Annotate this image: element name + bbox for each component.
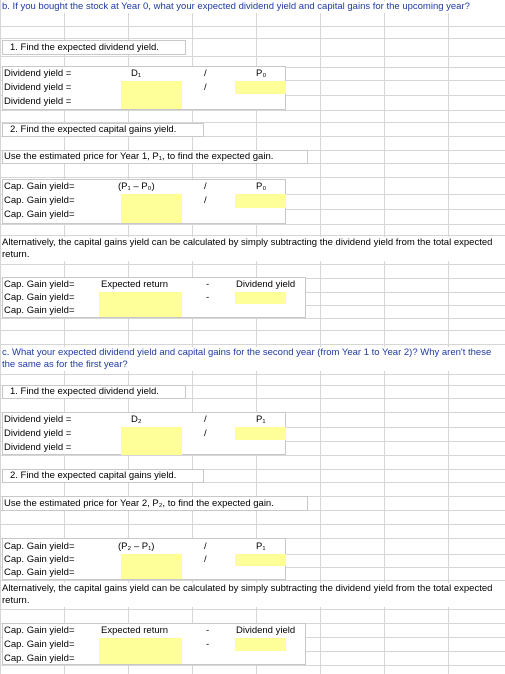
numerator-label: (P₁ – P₀) — [118, 181, 155, 192]
divide-operator: / — [204, 82, 207, 93]
section-b-step2-title: 2. Find the expected capital gains yield. — [10, 124, 177, 135]
cap-gain-label: Cap. Gain yield= — [4, 195, 75, 206]
gridline — [0, 264, 505, 265]
denominator-label: P₁ — [256, 541, 266, 552]
minus-operator: - — [206, 279, 210, 290]
gridline — [0, 455, 505, 456]
divide-operator: / — [204, 68, 207, 79]
section-c-step2-title: 2. Find the expected capital gains yield. — [10, 470, 177, 481]
cap-gain-label: Cap. Gain yield= — [4, 567, 75, 578]
gridline — [0, 56, 505, 57]
gridline — [0, 665, 505, 666]
minus-operator: - — [206, 292, 210, 303]
denominator-input-cell[interactable] — [235, 194, 286, 208]
dividend-yield-term-label: Dividend yield — [236, 279, 296, 290]
gridline — [0, 330, 505, 331]
dividend-yield-label: Dividend yield = — [4, 442, 72, 453]
divide-operator: / — [204, 541, 207, 552]
divide-operator: / — [204, 181, 207, 192]
dividend-yield-label: Dividend yield = — [4, 68, 72, 79]
section-b-step2-instruction: Use the estimated price for Year 1, P₁, to find the expected gain. — [4, 151, 274, 162]
denominator-input-cell[interactable] — [235, 81, 286, 94]
divide-operator: / — [204, 195, 207, 206]
gridline — [0, 110, 505, 111]
gridline — [0, 235, 505, 236]
cap-gain-label: Cap. Gain yield= — [4, 292, 75, 303]
gridline — [0, 524, 505, 525]
denominator-input-cell[interactable] — [235, 554, 286, 566]
gridline — [0, 318, 505, 319]
numerator-label: (P₂ – P₁) — [118, 541, 155, 552]
expected-return-label: Expected return — [101, 625, 169, 636]
section-b-question: b. If you bought the stock at Year 0, what your expected dividend yield and capital gains for the upcoming year? — [2, 1, 500, 13]
dividend-yield-input-cell[interactable] — [235, 292, 286, 304]
cap-gain-label: Cap. Gain yield= — [4, 181, 75, 192]
cap-gain-label: Cap. Gain yield= — [4, 305, 75, 316]
numerator-input-cell[interactable] — [121, 427, 182, 455]
gridline — [0, 580, 505, 581]
section-c-question: c. What your expected dividend yield and capital gains for the second year (from Year 1 to Year 2)? Why aren't these the same as for the first year? — [2, 347, 500, 371]
cap-gain-label: Cap. Gain yield= — [4, 639, 75, 650]
alternative-note: Alternatively, the capital gains yield can be calculated by simply subtracting the dividend yield from the total expected return. — [2, 237, 500, 261]
gridline — [0, 177, 505, 178]
dividend-yield-input-cell[interactable] — [235, 638, 286, 651]
expected-return-input-cell[interactable] — [99, 638, 182, 664]
gridline — [0, 224, 505, 225]
section-c-step1-title: 1. Find the expected dividend yield. — [10, 386, 159, 397]
section-c-step2-instruction: Use the estimated price for Year 2, P₂, to find the expected gain. — [4, 498, 274, 509]
denominator-label: P₀ — [256, 68, 267, 79]
cap-gain-label: Cap. Gain yield= — [4, 541, 75, 552]
cap-gain-label: Cap. Gain yield= — [4, 653, 75, 664]
cap-gain-label: Cap. Gain yield= — [4, 209, 75, 220]
cap-gain-label: Cap. Gain yield= — [4, 279, 75, 290]
cap-gain-label: Cap. Gain yield= — [4, 625, 75, 636]
gridline — [0, 38, 505, 39]
dividend-yield-label: Dividend yield = — [4, 428, 72, 439]
gridline — [0, 26, 505, 27]
alternative-note: Alternatively, the capital gains yield can be calculated by simply subtracting the dividend yield from the total expected return. — [2, 583, 500, 607]
divide-operator: / — [204, 554, 207, 565]
numerator-input-cell[interactable] — [121, 81, 182, 109]
minus-operator: - — [206, 625, 210, 636]
cap-gain-label: Cap. Gain yield= — [4, 554, 75, 565]
gridline — [0, 374, 505, 375]
dividend-yield-term-label: Dividend yield — [236, 625, 296, 636]
denominator-input-cell[interactable] — [235, 427, 286, 440]
numerator-input-cell[interactable] — [121, 554, 182, 579]
numerator-label: D₁ — [131, 68, 142, 79]
dividend-yield-label: Dividend yield = — [4, 82, 72, 93]
gridline — [0, 344, 505, 345]
gridline — [0, 609, 505, 610]
denominator-label: P₁ — [256, 414, 266, 425]
section-b-step1-title: 1. Find the expected dividend yield. — [10, 42, 159, 53]
expected-return-input-cell[interactable] — [99, 292, 182, 317]
denominator-label: P₀ — [256, 181, 267, 192]
expected-return-label: Expected return — [101, 279, 169, 290]
dividend-yield-label: Dividend yield = — [4, 96, 72, 107]
divide-operator: / — [204, 428, 207, 439]
dividend-yield-label: Dividend yield = — [4, 414, 72, 425]
divide-operator: / — [204, 414, 207, 425]
minus-operator: - — [206, 639, 210, 650]
numerator-label: D₂ — [131, 414, 142, 425]
numerator-input-cell[interactable] — [121, 194, 182, 223]
